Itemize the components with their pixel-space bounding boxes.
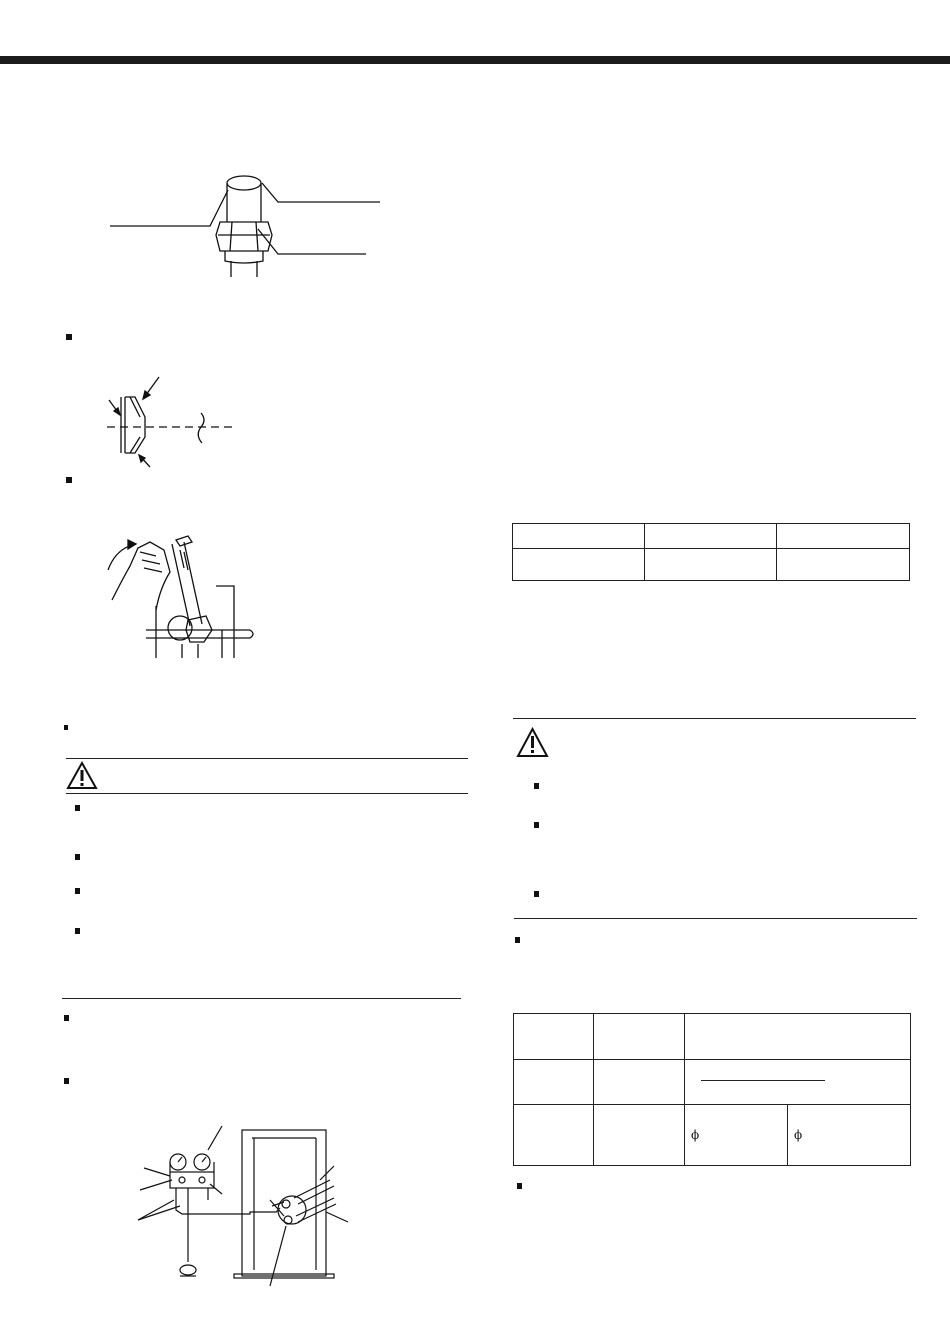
bullet-marker [534,822,539,828]
table-cell [777,524,910,549]
caution-bottom-rule [66,793,468,794]
specification-table [512,523,910,581]
phi-symbol: ϕ [691,1128,700,1142]
table-cell [777,549,910,581]
bullet-marker [517,1183,522,1189]
table-cell [685,1060,911,1105]
bullet-marker [534,891,539,897]
table-cell [514,1014,594,1060]
flare-section-illustration [105,375,245,475]
caution-bottom-rule [514,918,917,919]
table-cell [513,524,645,549]
caution-top-rule [513,718,916,719]
bullet-marker [66,334,72,340]
table-cell [788,1105,911,1166]
phi-symbol: ϕ [794,1128,803,1142]
bullet-marker [534,783,539,789]
warning-triangle-icon [517,728,548,757]
bullet-marker [64,1078,69,1084]
bullet-marker [64,725,68,730]
warning-triangle-icon [67,762,97,789]
table-cell [645,524,777,549]
table-cell [645,549,777,581]
header-bar [0,56,950,64]
bullet-marker [64,1015,69,1021]
pipe-size-table [513,1013,911,1166]
table-cell [685,1105,788,1166]
table-cell [685,1014,911,1060]
caution-top-rule [66,758,468,759]
table-cell [594,1014,685,1060]
gauge-manifold-outdoor-unit-illustration [130,1140,360,1290]
underline-rule [701,1080,825,1081]
bullet-marker [66,477,72,483]
bullet-marker [75,854,80,860]
flare-nut-cap-illustration [100,165,390,280]
bullet-marker [515,937,520,943]
table-cell [594,1060,685,1105]
section-rule [62,998,461,999]
torque-wrench-illustration [100,530,260,660]
table-cell [514,1060,594,1105]
table-cell [513,549,645,581]
bullet-marker [75,888,80,894]
table-cell [514,1105,594,1166]
table-cell [594,1105,685,1166]
bullet-marker [75,805,80,811]
bullet-marker [75,928,80,934]
